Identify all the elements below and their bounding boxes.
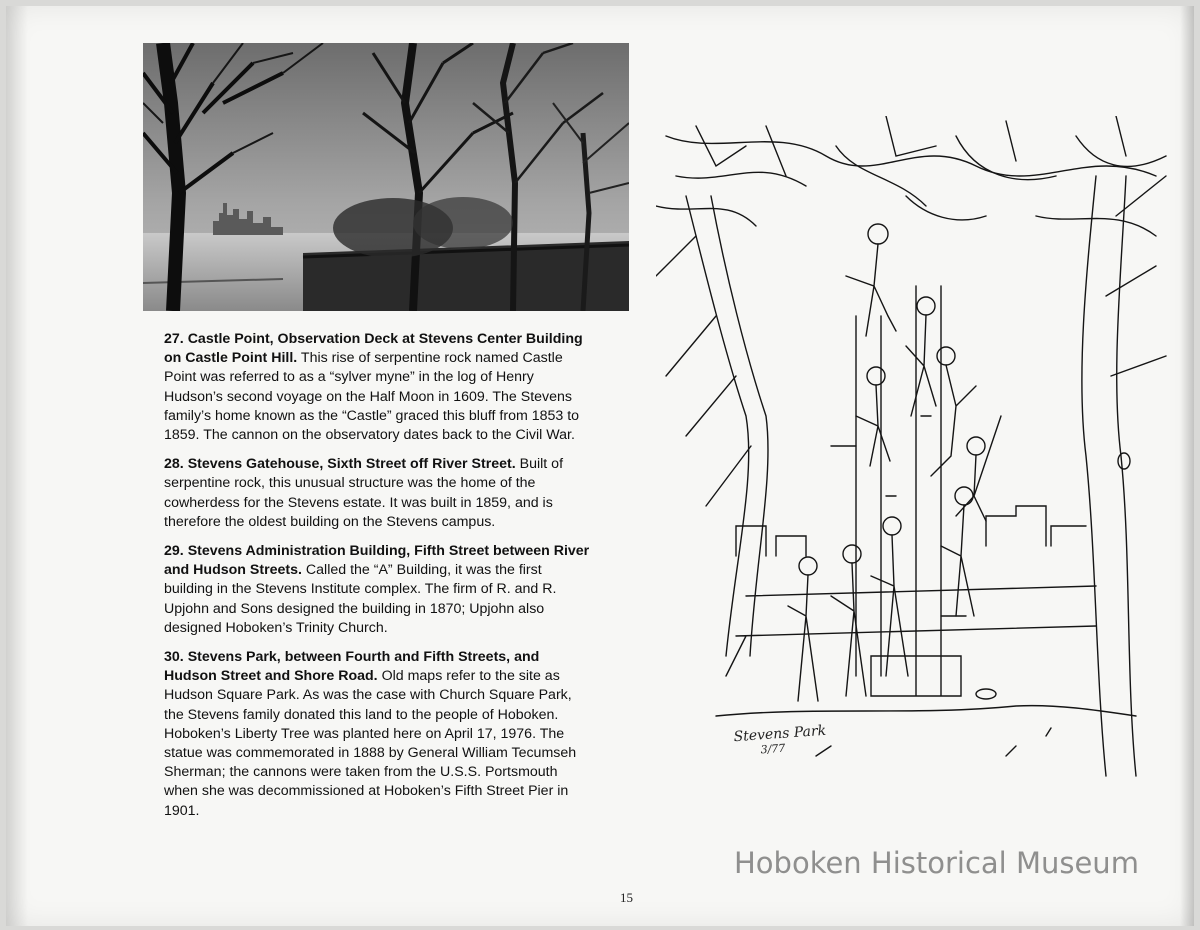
entry-body: Built of serpentine rock, this unusual structure was the home of the cowherdess for the Stevens estate. It was built in 1859, and is therefore the oldest building on the Stevens campus. [164, 456, 564, 530]
entry-number: 29. [164, 543, 184, 560]
page-edge-shadow [1180, 6, 1194, 926]
gutter-shadow [6, 6, 28, 926]
booklet-page [6, 6, 1194, 926]
page-number: 15 [620, 890, 633, 905]
entry-heading: Castle Point, Observation Deck at Stevens Center Building on Castle Point Hill. [164, 331, 583, 367]
entry-number: 27. [164, 331, 184, 347]
stevens-park-sketch [656, 116, 1176, 796]
entry-heading: Stevens Park, between Fourth and Fifth Streets, and Hudson Street and Shore Road. [164, 649, 540, 685]
museum-watermark: Hoboken Historical Museum [734, 846, 1139, 880]
entry-heading: Stevens Administration Building, Fifth Street between River and Hudson Streets. [164, 543, 590, 579]
entry-heading: Stevens Gatehouse, Sixth Street off River Street. [187, 456, 516, 473]
castle-point-photo [143, 43, 629, 311]
entry-30 [164, 648, 594, 821]
entry-body: Old maps refer to the site as Hudson Square Park. As was the case with Church Square Park, the Stevens family donated this land to the people of Hoboken. Hoboken’s Liberty Tree was planted here on April 17, 1976. The statue was commemorated in 1888 by General William Tecumseh Sherman; the cannons were taken from the U.S.S. Portsmouth when she was decommissioned at Hoboken’s Fifth Street Pier in 1901. [164, 668, 577, 819]
entry-29 [164, 542, 594, 638]
entry-number: 28. [164, 456, 184, 473]
entry-number: 30. [164, 649, 184, 666]
entry-body: Called the “A” Building, it was the first building in the Stevens Institute complex. The firm of R. and R. Upjohn and Sons designed the building in 1870; Upjohn also designed Hoboken’s Trinity Church. [164, 562, 557, 636]
site-descriptions [164, 330, 594, 831]
signature-date: 3/77 [760, 741, 786, 757]
entry-27 [164, 330, 594, 445]
signature-text: Stevens Park [733, 722, 827, 746]
entry-body: This rise of serpentine rock named Castle Point was referred to as a “sylver myne” in the log of Henry Hudson’s second voyage on the Half Moon in 1609. The Stevens family’s home known as the “Castle” graced this bluff from 1853 to 1859. The cannon on the observatory dates back to the Civil War. [164, 350, 580, 444]
entry-28 [164, 455, 594, 532]
